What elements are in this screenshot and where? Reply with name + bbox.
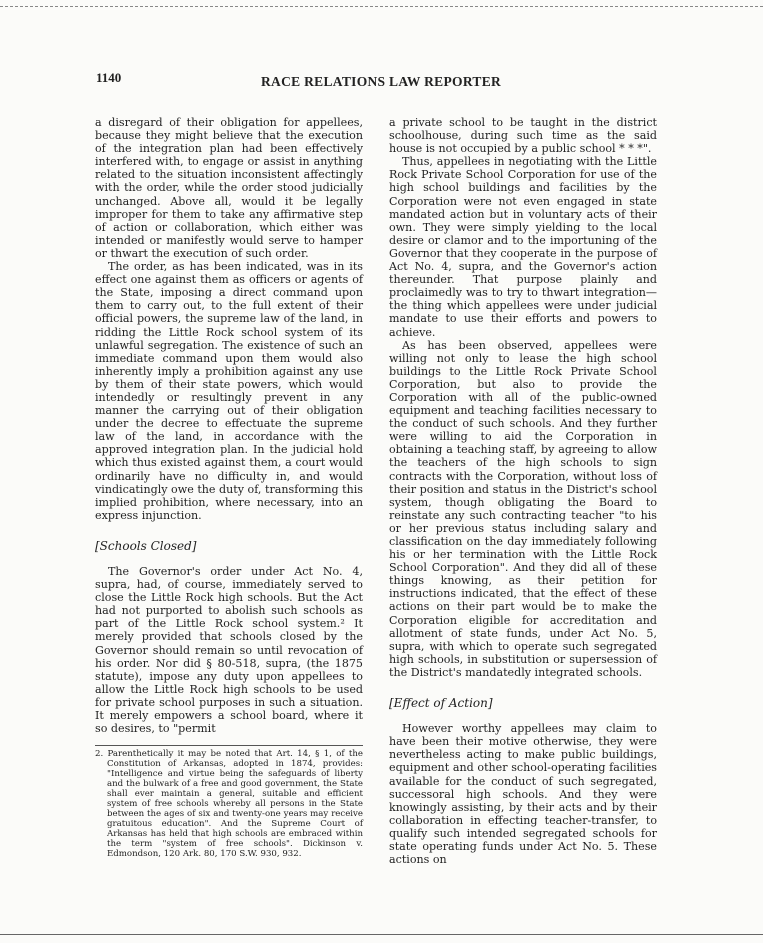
- right-column: [389, 116, 657, 866]
- section-heading-schools-closed: [Schools Closed]: [95, 538, 197, 553]
- right-paragraph-3: As has been observed, appellees were willing not only to lease the high school buildings to the Little Rock Private School Corporation, but also to provide the Corporation with all of the public-owned equipment and teaching facilities necessary to the conduct of such schools. And they further were willing to aid the Corporation in obtaining a teaching staff, by agreeing to allow the teachers of the high schools to sign contracts with the Corporation, without loss of their position and status in the District's school system, though obligating the Board to reinstate any such contracting teacher "to his or her previous status including salary and classification on the day immediately following his or her termination with the Little Rock School Corporation". And they did all of these things knowing, as their petition for instructions indicated, that the effect of these actions on their part would be to make the Corporation eligible for accreditation and allotment of state funds, under Act No. 5, supra, with which to operate such segregated high schools, in substitution or supersession of the District's mandatedly integrated schools.: [389, 338, 657, 679]
- left-column: [95, 116, 363, 859]
- right-paragraph-4: However worthy appellees may claim to have been their motive otherwise, they were nevertheless acting to make public buildings, equipment and other school-operating facilities available for the conduct of such segregated, successoral high schools. And they were knowingly assisting, by their acts and by their collaboration in effecting teacher-transfer, to qualify such intended segregated schools for state operating funds under Act No. 5. These actions on: [389, 722, 657, 867]
- page-number: 1140: [96, 70, 122, 85]
- section-heading-effect-of-action: [Effect of Action]: [389, 696, 493, 711]
- right-paragraph-2: Thus, appellees in negotiating with the Little Rock Private School Corporation for use of the high school buildings and facilities by the Corporation were not even engaged in state mandated action but in voluntary acts of their own. They were simply yielding to the local desire or clamor and to the importuning of the Governor that they cooperate in the purpose of Act No. 4, supra, and the Governor's action thereunder. That purpose plainly and proclaimedly was to try to thwart integration—the thing which appellees were under judicial mandate to use their efforts and powers to achieve.: [389, 155, 657, 339]
- running-head: RACE RELATIONS LAW REPORTER: [261, 74, 502, 89]
- page-header: [96, 70, 658, 90]
- footnote-2: 2. Parenthetically it may be noted that Art. 14, § 1, of the Constitution of Arkansas, adopted in 1874, provides: "Intelligence and virtue being the safeguards of liberty and the bulwark of a free and good government, the State shall ever maintain a general, suitable and efficient system of free schools whereby all persons in the State between the ages of six and twenty-one years may receive gratuitous education". And the Supreme Court of Arkansas has held that high schools are embraced within the term "system of free schools". Dickinson v. Edmondson, 120 Ark. 80, 170 S.W. 930, 932.: [95, 749, 363, 860]
- footnote: [95, 745, 363, 859]
- right-paragraph-1: a private school to be taught in the district schoolhouse, during such time as the said house is not occupied by a public school * * *".: [389, 116, 657, 156]
- left-paragraph-3: The Governor's order under Act No. 4, supra, had, of course, immediately served to close the Little Rock high schools. But the Act had not purported to abolish such schools as part of the Little Rock school system.² It merely provided that schools closed by the Governor should remain so until revocation of his order. Nor did § 80-518, supra, (the 1875 statute), impose any duty upon appellees to allow the Little Rock high schools to be used for private school purposes in such a situation. It merely empowers a school board, where it so desires, to "permit: [95, 565, 363, 736]
- top-page-edge: [0, 6, 763, 7]
- bottom-page-edge: [0, 934, 763, 935]
- left-paragraph-2: The order, as has been indicated, was in its effect one against them as officers or agents of the State, imposing a direct command upon them to carry out, to the full extent of their official powers, the supreme law of the land, in ridding the Little Rock school system of its unlawful segregation. The existence of such an immediate command upon them would also inherently imply a prohibition against any use by them of their state powers, which would intendedly or resultingly prevent in any manner the carrying out of their obligation under the decree to effectuate the supreme law of the land, in accordance with the approved integration plan. In the judicial hold which thus existed against them, a court would ordinarily have no difficulty in, and would vindicatingly owe the duty of, transforming this implied prohibition, where necessary, into an express injunction.: [95, 260, 363, 522]
- left-paragraph-1: a disregard of their obligation for appellees, because they might believe that the execution of the integration plan had been effectively interfered with, to engage or assist in anything related to the situation inconsistent affectingly with the order, while the order stood judicially unchanged. Above all, would it be legally improper for them to take any affirmative step of action or collaboration, which either was intended or manifestly would serve to hamper or thwart the execution of such order.: [95, 116, 363, 260]
